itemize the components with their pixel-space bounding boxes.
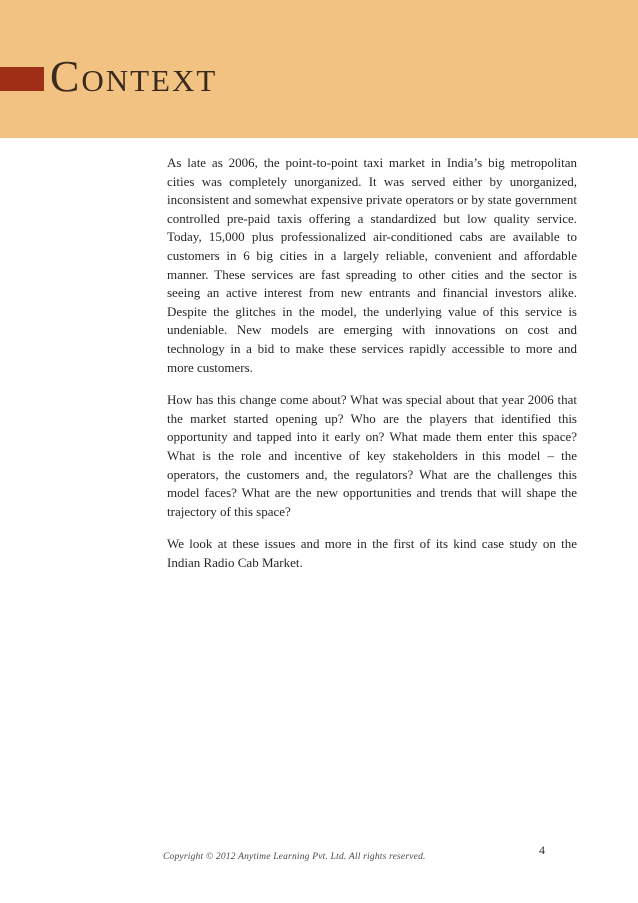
accent-bar: [0, 67, 44, 91]
paragraph-conclusion: We look at these issues and more in the first of its kind case study on the Indian Radio Cab Market.: [167, 536, 577, 570]
paragraph-questions: How has this change come about? What was special about that year 2006 that the market started opening up? Who are the players that identified this opportunity and tapped into it early on? What made them enter this space? What is the role and incentive of key stakeholders in this model – the operators, the customers and, the regulators? What are the challenges this model faces? What are the new opportunities and trends that will shape the trajectory of this space?: [167, 392, 577, 519]
copyright-notice: Copyright © 2012 Anytime Learning Pvt. Ltd. All rights reserved.: [163, 852, 426, 862]
paragraph-intro: As late as 2006, the point-to-point taxi market in India’s big metropolitan cities was completely unorganized. It was served either by unorganized, inconsistent and somewhat expensive private operators or by state government controlled pre-paid taxis offering a standardized but low quality service. Today, 15,000 plus professionalized air-conditioned cabs are available to customers in 6 big cities in a largely reliable, convenient and affordable manner. These services are fast spreading to other cities and the sector is seeing an active interest from new entrants and financial investors alike. Despite the glitches in the model, the underlying value of this service is undeniable. New models are emerging with innovations on cost and technology in a bid to make these services rapidly accessible to more and more customers.: [167, 155, 577, 375]
section-title: Context: [50, 52, 218, 101]
page-number: 4: [539, 843, 545, 857]
body-text: [167, 154, 577, 586]
